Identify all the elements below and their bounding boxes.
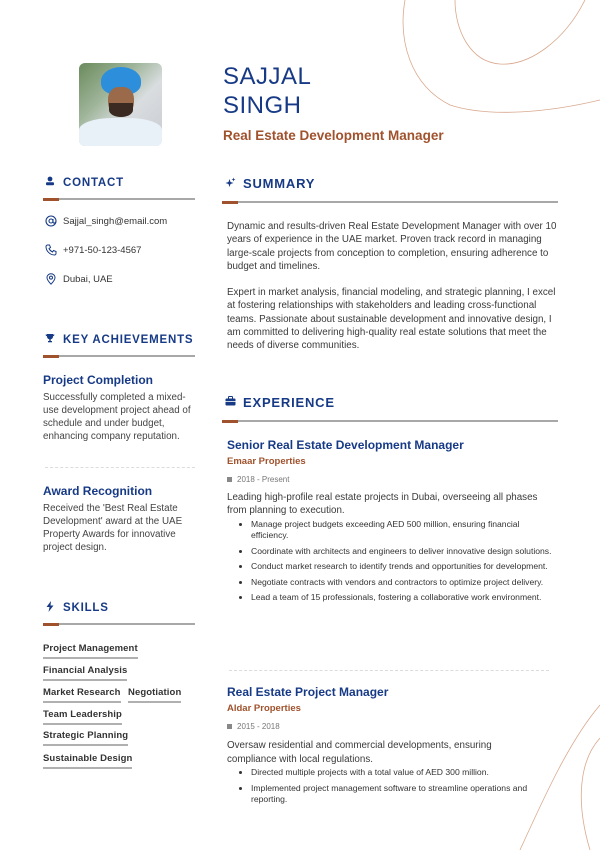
experience-heading-label: EXPERIENCE bbox=[243, 395, 335, 410]
achievements-heading bbox=[43, 333, 193, 346]
skill-tag: Sustainable Design bbox=[43, 753, 132, 769]
sparkle-icon bbox=[223, 177, 237, 191]
email-text: Sajjal_singh@email.com bbox=[63, 215, 168, 227]
job-dates bbox=[227, 722, 280, 731]
job-bullet: Manage project budgets exceeding AED 500 million, ensuring financial efficiency. bbox=[237, 519, 555, 541]
job-bullets bbox=[237, 519, 555, 608]
contact-email[interactable] bbox=[45, 215, 167, 227]
summary-heading bbox=[223, 176, 315, 191]
job-title: Senior Real Estate Development Manager bbox=[227, 438, 464, 452]
job-dates-text: 2018 - Present bbox=[237, 475, 290, 484]
contact-heading bbox=[43, 176, 124, 189]
company-name: Aldar Properties bbox=[227, 703, 301, 714]
calendar-icon bbox=[227, 477, 232, 482]
location-pin-icon bbox=[45, 273, 57, 285]
job-bullet: Coordinate with architects and engineers to deliver innovative design solutions. bbox=[237, 546, 555, 557]
job-description: Oversaw residential and commercial developments, ensuring compliance with local regulations. bbox=[227, 740, 492, 765]
contact-divider bbox=[43, 198, 195, 200]
experience-separator bbox=[229, 670, 549, 671]
experience-heading bbox=[223, 395, 335, 410]
job-bullet: Negotiate contracts with vendors and contractors to optimize project delivery. bbox=[237, 577, 555, 588]
last-name: SINGH bbox=[223, 92, 302, 119]
contact-phone[interactable] bbox=[45, 244, 141, 256]
skill-tag: Strategic Planning bbox=[43, 730, 128, 746]
skill-tag: Financial Analysis bbox=[43, 665, 127, 681]
calendar-icon bbox=[227, 724, 232, 729]
achievements-heading-label: KEY ACHIEVEMENTS bbox=[63, 333, 194, 346]
skill-tag: Team Leadership bbox=[43, 709, 122, 725]
job-title: Real Estate Development Manager bbox=[223, 128, 444, 143]
experience-divider bbox=[222, 420, 558, 422]
at-icon bbox=[45, 215, 57, 227]
phone-icon bbox=[45, 244, 57, 256]
achievement-title: Award Recognition bbox=[43, 484, 153, 498]
first-name: SAJJAL bbox=[223, 63, 312, 90]
contact-location bbox=[45, 273, 113, 285]
achievement-separator bbox=[45, 467, 195, 468]
skills-heading-label: SKILLS bbox=[63, 602, 109, 614]
achievement-description: Received the 'Best Real Estate Development' award at the UAE Property Awards for innovative project design. bbox=[43, 503, 183, 553]
candidate-name bbox=[223, 62, 311, 120]
skill-tag: Project Management bbox=[43, 643, 138, 659]
company-name: Emaar Properties bbox=[227, 456, 306, 467]
skills-divider bbox=[43, 623, 195, 625]
briefcase-icon bbox=[223, 396, 237, 409]
lightning-icon bbox=[43, 601, 57, 615]
summary-paragraph: Dynamic and results-driven Real Estate Development Manager with over 10 years of experience in the UAE market. Proven track record in managing large-scale projects from conception to completion, ensuring adherence to budget and timelines. bbox=[227, 221, 557, 272]
profile-photo bbox=[79, 63, 162, 146]
achievement-title: Project Completion bbox=[43, 373, 154, 387]
skills-heading bbox=[43, 601, 109, 615]
summary-divider bbox=[222, 201, 558, 203]
user-icon bbox=[43, 176, 57, 189]
summary-heading-label: SUMMARY bbox=[243, 176, 316, 191]
contact-heading-label: CONTACT bbox=[63, 176, 124, 189]
skill-tag: Market Research bbox=[43, 687, 121, 703]
job-bullet: Implemented project management software to streamline operations and reporting. bbox=[237, 783, 555, 805]
job-bullet: Directed multiple projects with a total value of AED 300 million. bbox=[237, 767, 555, 778]
trophy-icon bbox=[43, 333, 57, 346]
job-bullet: Lead a team of 15 professionals, fostering a collaborative work environment. bbox=[237, 592, 555, 603]
skill-tag: Negotiation bbox=[128, 687, 181, 703]
job-title: Real Estate Project Manager bbox=[227, 685, 389, 699]
location-text: Dubai, UAE bbox=[63, 273, 113, 285]
achievement-description: Successfully completed a mixed-use development project ahead of schedule and under budget, enhancing company reputation. bbox=[43, 392, 191, 442]
achievements-divider bbox=[43, 355, 195, 357]
job-dates-text: 2015 - 2018 bbox=[237, 722, 280, 731]
job-description: Leading high-profile real estate projects in Dubai, overseeing all phases from planning to execution. bbox=[227, 492, 538, 516]
job-bullets bbox=[237, 767, 555, 809]
phone-text: +971-50-123-4567 bbox=[63, 244, 142, 256]
summary-paragraph: Expert in market analysis, financial modeling, and strategic planning, I excel at fostering relationships with stakeholders and leading cross-functional teams. Passionate about sustainable development and innovative design, I am committed to delivering high-quality real estate solutions that meet the needs of diverse communities. bbox=[227, 287, 556, 352]
job-bullet: Conduct market research to identify trends and opportunities for development. bbox=[237, 561, 555, 572]
job-dates bbox=[227, 475, 289, 484]
